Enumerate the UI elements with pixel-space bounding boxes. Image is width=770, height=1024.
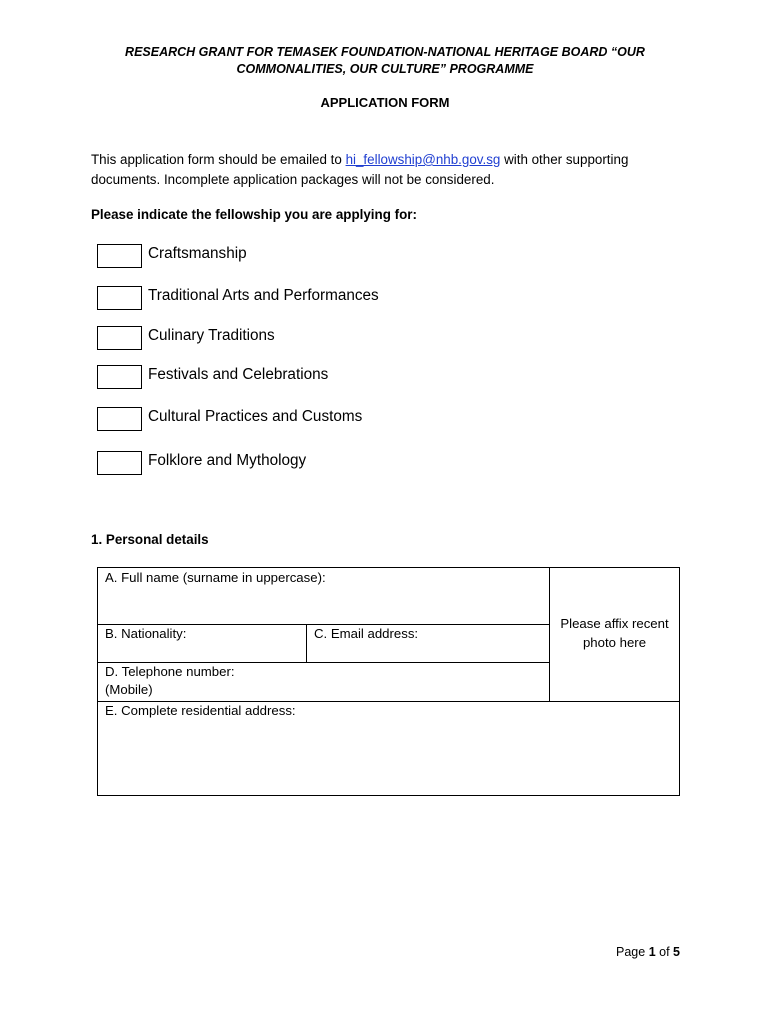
nationality-label: B. Nationality: <box>105 626 187 641</box>
photo-instruction-line-2: photo here <box>582 635 647 650</box>
full-name-label: A. Full name (surname in uppercase): <box>105 570 326 585</box>
of-word: of <box>659 945 670 959</box>
personal-details-table <box>97 567 680 796</box>
fellowship-label: Traditional Arts and Performances <box>148 287 379 304</box>
header-line-2: COMMONALITIES, OUR CULTURE” PROGRAMME <box>236 62 534 76</box>
document-header <box>90 44 680 78</box>
fellowship-checkbox[interactable] <box>97 407 142 431</box>
current-page: 1 <box>648 945 656 959</box>
intro-paragraph <box>91 150 681 190</box>
fellowship-label: Folklore and Mythology <box>148 452 307 469</box>
table-border-right <box>679 567 680 796</box>
nationality-field[interactable] <box>98 625 306 662</box>
fellowship-checkbox[interactable] <box>97 244 142 268</box>
page-number <box>616 945 680 959</box>
form-title: APPLICATION FORM <box>320 95 450 110</box>
fellowship-checkbox[interactable] <box>97 451 142 475</box>
email-address-field[interactable] <box>307 625 549 662</box>
section-title-personal-details: 1. Personal details <box>91 532 209 547</box>
total-pages: 5 <box>673 945 680 959</box>
telephone-field[interactable] <box>98 663 549 701</box>
residential-address-field[interactable] <box>98 702 679 795</box>
fellowship-checkbox[interactable] <box>97 286 142 310</box>
fellowship-label: Craftsmanship <box>148 245 247 262</box>
fellowship-checkbox[interactable] <box>97 326 142 350</box>
page-word: Page <box>616 945 646 959</box>
telephone-label: D. Telephone number: <box>105 664 235 679</box>
table-border-bottom <box>97 795 680 796</box>
fellowship-question: Please indicate the fellowship you are applying for: <box>91 207 417 222</box>
fellowship-label: Cultural Practices and Customs <box>148 408 363 425</box>
full-name-field[interactable] <box>98 568 549 624</box>
fellowship-label: Culinary Traditions <box>148 327 275 344</box>
telephone-sublabel: (Mobile) <box>105 682 153 697</box>
photo-placeholder <box>550 614 679 652</box>
intro-text-before: This application form should be emailed to <box>91 152 346 167</box>
email-link[interactable]: hi_fellowship@nhb.gov.sg <box>345 152 501 167</box>
photo-instruction-line-1: Please affix recent <box>560 616 669 631</box>
email-address-label: C. Email address: <box>314 626 419 641</box>
header-line-1: RESEARCH GRANT FOR TEMASEK FOUNDATION-NATIONAL HERITAGE BOARD “OUR <box>125 45 645 59</box>
fellowship-checkbox[interactable] <box>97 365 142 389</box>
residential-address-label: E. Complete residential address: <box>105 703 296 718</box>
intro-text-after: with other supporting documents. Incomplete application packages will not be considered. <box>91 152 629 187</box>
fellowship-label: Festivals and Celebrations <box>148 366 329 383</box>
